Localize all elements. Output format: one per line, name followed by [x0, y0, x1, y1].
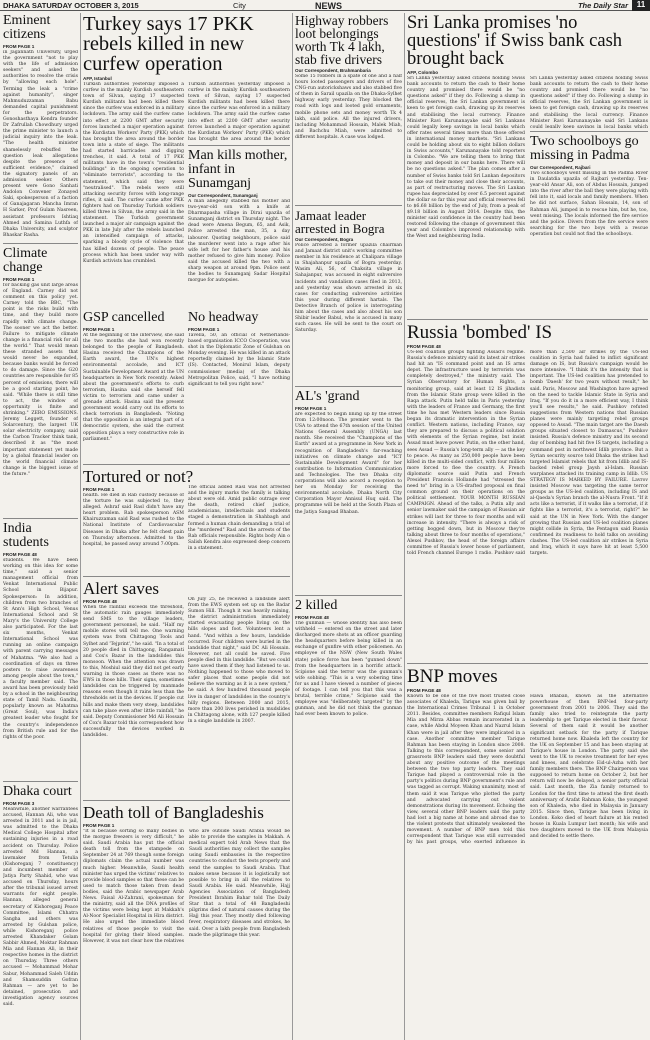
- byline: FROM PAGE 1: [188, 327, 220, 332]
- article-2killed: [295, 599, 402, 993]
- byline: AFP, Istanbul: [83, 76, 112, 81]
- body-text-continued: Sri Lanka yesterday asked citizens holding Swiss bank accounts to return the cash to their home country and promised there would be "no questions asked" if they do. Following a slump in official reserves, the Sri Lankan government is keen to get foreign cash, drawing up its reserves and stabilising the local currency. Finance Minister Ravi Karunanayake said Sri Lankans could legally keep savings in local banks which: [530, 76, 648, 128]
- byline: FROM PAGE 48: [3, 552, 37, 557]
- headline: 2 killed: [295, 598, 338, 613]
- byline: FROM PAGE 1: [3, 44, 35, 49]
- article-russia: [407, 323, 648, 660]
- body-text: health. He died in Rab custody because of the torture he was subjected to, they alleged. Ashraf said Rasl didn't have any heart problem. Rab spokesperson ASM Khairuzzaman said Rasl was rushed to the National Institute of Cardiovascular Diseases in Dhaka after he felt chest pain on Thursday afternoon. Admitted to the hospital, he passed away around 7:00pm.: [83, 493, 184, 547]
- body-text: "It is because sorting so many bodies in the morgue freezers is very difficult," he said. Saudi Arabia has put the official death toll from the stampede on September 24 at 769 though some foreign diplomats claim the actual number was much higher. Meanwhile, Saudi health minister has urged the victims' relatives to provide blood samples so that these can be used to match those taken from dead bodies, said the Arabic newspaper Arab News. Faisal Al-Zahrani, spokesman for the ministry, said all the DNA profiles of the victims were being kept at Makkah's Al-Noor Specialist Hospital in Hira district. He also urged the immediate blood relatives of those people to visit the hospital for giving their blood samples. However, it was not clear how the relatives who are outside Saudi Arabia would be able to provide the samples in Makkah. A medical expert told Arab News that the Saudi authorities may collect the samples using Saudi embassies in the respective countries to conduct the tests properly and send the samples to Saudi Arabia. That makes sense because it is logistically not possible to bring in all the relatives to Saudi Arabia. He said. Meanwhile, Hajj Agencies Association of Bangladesh President Ibrahim Bahar told The Daily Star that a total of 48 Bangladeshi pilgrims died of natural causes during the Hajj this year. They mostly died following fever, respiratory diseases and strokes, he said. Over a lakh people from Bangladesh made the pilgrimage this year.: [83, 829, 290, 944]
- article-turkey: [83, 14, 290, 309]
- byline: Our Correspondent, Rajbari: [530, 165, 591, 170]
- article-climate: [3, 247, 78, 515]
- byline: FROM PAGE 1: [295, 406, 327, 411]
- body-text: When the rainfall exceeds the threshold, the automatic rain gauges immediately send SMS to the village leaders, government personnel, he said. "Half my mobile stores will tell me. One warning system was from Chittagong Tools and Sylhet and 'Tejprint'," he said. "In a total of 20 people died in Chittagong, Rangamati and Cox's Bazar in the landslides this monsoon. When the attention was drawn to this, Moshiul said they did not get early warning in those cases as there was no EWS in those hills. Their signs, sometimes landslides can be triggered by manmade reasons even though it rains less than the thresholds set in the devices. If people cut hills and make them very steep, landslides can take place even after little rainfall," he said. Deputy Commissioner Md Ali Hossain of Cox's Bazar told this correspondent how successfully the devices worked in landslides.: [83, 605, 184, 738]
- article-als: [295, 390, 402, 592]
- article-highway: [295, 14, 402, 202]
- dateline: DHAKA SATURDAY OCTOBER 3, 2015: [3, 1, 139, 10]
- article-eminent: [3, 14, 78, 240]
- page-header: [0, 0, 650, 11]
- headline: Tortured or not?: [83, 467, 194, 486]
- article-dhaka: [3, 785, 78, 1038]
- headline: No headway: [188, 310, 259, 325]
- column-middle-left: [83, 14, 290, 1038]
- byline: Our Correspondent, Sunamganj: [188, 193, 258, 198]
- body-text: in Jagannath University, urged the government "not to play with the life of admission seekers" and asked the authorities to resolve the crisis by "allowing each hole". Terming the leak a "crime against humanity", singer Mahmuduzzaman Babu demanded capital punishment for the perpetrators. Gonoshasthaya Kendra founder Dr Zafrullah Chowdhury urged the prime minister to launch a judicial inquiry into the leak. "The health minister shamelessly rebuffed the question leak allegations despite the presence of sufficient evidence," claimed the signatory panels of an admission seeker. Others present were Gono Sanhati Andolon Convener Zonayed Saki, spokesperson of a faction of Ganajagaran Mancha Imran H Sarker, Prof Gulam Nasreen, assistant professors Ishtiaq Ahmed and Samina Luthfa of Dhaka University, and sculptor Bhaskar Rasha.: [3, 50, 78, 238]
- body-text: Two schoolboys went missing in the Padma River in Daulatdia upazila of Rajbari yesterday. Ten-year-old Ansar Ali, son of Abdus Hossain, jumped into the river after the ball they were playing with fell into it, said locals and family members. When he did not surface, Sahan Hossain, 14, son of Rahman Ali, jumped in to rescue him, but he, too, went missing. The locals informed the fire service and the police. Divers from the fire service were searching for the two boys with a rescue operation but could not find the schoolboys.: [530, 171, 648, 237]
- headline: Russia 'bombed' IS: [407, 322, 553, 343]
- headline: Two schoolboys go missing in Padma: [530, 134, 639, 163]
- article-death: [83, 804, 290, 1001]
- body-text-continued: The official added Rasl was not arrested and the injury marks the family is talking about were old. Amid public outrage over the death, retired chief justice, academicians, intellectuals and students staged a demonstration in Shahbagh and formed a human chain demanding a trial of the "murdered" Rasl and the arrests of the Rab officials responsible. Rights body Ain o Salish Kendra also expressed deep concern in a statement.: [188, 485, 290, 551]
- article-bnp: [407, 667, 648, 1004]
- byline: FROM PAGE 48: [407, 344, 441, 349]
- headline: AL's 'grand: [295, 389, 360, 404]
- column-right: [407, 14, 648, 1038]
- body-text: Turkish authorities yesterday imposed a curfew in the mainly Kurdish southeastern town of Silvan, saying 17 suspected Kurdish militants had been killed there since the curfew was enforced in a military lockdown. The army said the curfew came into effect at 2200 GMT after security forces launched a major operation against the Kurdistan Workers' Party (PKK) which has brought the area around the border town into a state of siege. The militants had started barricades and digging trenches, it said. A total of 17 PKK militants have in the town's "residential buildings" in the ongoing operation to "eliminate terrorists", according to the statement, which said they were "neutralised". The rebels were still attacking security forces with long-range rifles, it said. The curfew came after PKK fighters had on Thursday Turkish soldiers killed three in Silvan, the army said in the statement. The Turkish government launched a major air campaign against the PKK in late July after the rebels launched an intensified campaign of attacks, sparking a bloody cycle of violence that has killed dozens of people. The peace process which has been under way with Kurdish activists has crumbled.: [83, 82, 184, 264]
- column-middle: [295, 14, 402, 1038]
- article-srilanka: [407, 14, 648, 316]
- page-number: 11: [632, 0, 650, 11]
- body-text: At the beginning of the interview, she said the two months she had won recently belonged to the people of Bangladesh. Hasina received the Champions of the Earth award, the UN's highest environmental accolade, and ICT Sustainable Development Award at the UN headquarters in New York recently. Asked about the government's efforts to curb terrorism, Hasina said she herself fell victim to terrorism and came under a grenade attack. Hasina said the present government would carry out its efforts to check terrorism in Bangladesh. "Noting that the opposition is an integral part of a democratic system, she said the current opposition plays a very constructive role in parliament.": [83, 333, 184, 442]
- byline: FROM PAGE 1: [83, 327, 115, 332]
- byline: AFP, Colombo: [407, 70, 439, 75]
- body-text: Tavella, 50, an official of Netherlands-based organisation ICCO Cooperation, was shot in the Diplomatic Zone of Gulshan on Monday evening. He was killed in an attack reportedly claimed by the Islamic State (IS). Contacted, Monirul Islam, deputy commissioner (media) of the Dhaka Metropolitan Police, said, "I have nothing significant to tell you right now.": [188, 333, 290, 387]
- headline: BNP moves: [407, 666, 498, 687]
- body-text-continued: Turkish authorities yesterday imposed a curfew in the mainly Kurdish southeastern town of Silvan, saying 17 suspected Kurdish militants had been killed there since the curfew was enforced in a military lockdown. The army said the curfew came into effect at 2200 GMT after security forces launched a major operation against the Kurdistan Workers' Party (PKK) which has brought the area around the border: [188, 82, 290, 142]
- byline: FROM PAGE 48: [295, 615, 329, 620]
- section-label: City: [233, 1, 246, 10]
- body-text: A man allegedly stabbed his mother and two-year-old son with a knife at Dharmapasha village in Dirai upazila of Sunamganj district on Thursday night. The dead were Amena Begum, 65, and Asik, Police arrested the man, 35, a day labourer. Quoting neighbours, police said the murderer went into a rage after his wife left for her father's house and his mother refused to give him money. Police said the accused killed the two with a sharp weapon at around 9pm. Police sent the bodies to Sunamganj Sadar Hospital morgue for autopsies.: [188, 199, 290, 284]
- headline: GSP cancelled: [83, 310, 165, 325]
- byline: FROM PAGE 1: [3, 277, 35, 282]
- article-torture: [83, 468, 290, 573]
- article-man: [188, 149, 290, 309]
- headline: Sri Lanka promises 'no questions' if Swiss bank cash brought back: [407, 14, 623, 69]
- byline: Our Correspondent, Brahmanbaria: [295, 68, 371, 73]
- headline: Turkey says 17 PKK rebels killed in new curfew operation: [83, 14, 254, 75]
- byline: FROM PAGE 48: [407, 688, 441, 693]
- headline: Highway robbers loot belongings worth Tk 4 lakh, stab five drivers: [295, 14, 389, 67]
- article-noheadway: [188, 311, 290, 461]
- article-alert: [83, 580, 290, 797]
- article-schoolboys: [530, 135, 648, 301]
- headline: Dhaka court: [3, 784, 72, 799]
- headline: Man kills mother, infant in Sunamganj: [188, 148, 288, 191]
- body-text: The gunman — whose identity has also been withheld — entered on the street and later discharged more shots at an officer guarding the headquarters before being killed in an exchange of gunfire with other policemen. An employee of the NSW (New South Wales state) police force has been "gunned down" from the headquarters in a horrific attack. Scipione said the terror was the gunman's wife sobbing. "This is a very sobering time for us and I have viewed a number of pieces of footage. I can tell you that this was a brutal, terrible crime," Scipione said the employee was "deliberately targeted" by the gunman, and he did not think the gunman had ever been known to police.: [295, 621, 402, 718]
- body-text: Sri Lanka yesterday asked citizens holding Swiss bank accounts to return the cash to their home country and promised there would be "no questions asked" if they do. Following a slump in official reserves, the Sri Lankan government is keen to get foreign cash, drawing up its reserves and stabilising the local currency. Finance Minister Ravi Karunanayake said Sri Lankans could legally keep savings in local banks which offer rates several times more than those offered in international money markets. "Sri Lankans could be holding about six to eight billion dollars in Swiss accounts," Karunanayake told reporters in Colombo. "We are telling them to bring that money and deposit in our banks here. There will be no questions asked." The plan comes after a number of Swiss banks told Sri Lankan depositors to take out their money and close their accounts, as part of restructuring moves. The Sri Lankan rupee has depreciated by over 6.5 percent against the dollar so far this year and official reserves fell to $6.68 billion by the end of July, from a peak of $9.18 billion in August 2014. Despite this, the minister said confidence in the country had been restored following the change of government this year and Colombo's improved relationship with the West and neighbouring India.: [407, 76, 525, 240]
- section-label-news: NEWS: [315, 1, 342, 11]
- masthead: The Daily Star: [577, 1, 628, 10]
- article-gsp: [83, 311, 184, 461]
- headline: India students: [3, 521, 49, 550]
- article-india: [3, 522, 78, 778]
- headline: Death toll of Bangladeshis: [83, 803, 264, 822]
- body-text: students. We have been working on this idea for some time," said a senior management official from Venkat International Public School in Bijapur. Spokesperson: In addition, children from two branches of St Ann's High School, Venus International School and St Mary's the University College also participated. For the last six months, Venkat International School was running an online campaign with parent carrying messages of Mahatma. "We also had a coordination of days on three posters to raise awareness among people about the town," a faculty member said. The award has been previously held by a school in the neighbouring state of Tamil Nadu. Gandhi, popularly known as Mahatma (Great Soul), was India's greatest leader who fought for the country's independence from British rule and for the rights of the poor.: [3, 558, 78, 740]
- body-text-continued: On July 25, he received a landslide alert from the EWS system set up on the Badar Sumon Hill. Though it was heavily raining, the district administration immediately started evacuating people living on the hills slopes and foot. Volunteers lent a hand. "And within a few hours, landslide occurred. Four children were buried in the landslide that night," said DC Ali Hossain. However, not all could be saved. Five people died in this landslide. "But we could have saved them if they had listened to us. Nothing happened to those who moved to safer places that some people did not believe the warning as it is a new system," he said. A few hundred thousand people live in danger of landslides in the country's hilly regions. Between 2000 and 2015, more than 200 lives perished in mudslides in Chittagong alone, with 127 people killed in a single landslide in 2007.: [188, 597, 290, 724]
- body-text: are expected to begin lining up by the street from 12:00noon. The premier went to the USA to attend the 67th session of the United Nations General Assembly (UNGA) last month. She received the "Champions of the Earth" award at a programme in New York in recognition of Bangladesh's far-reaching initiatives on climate change and "ICT Sustainable Development Award" for her contribution to Information Communication and Technologies. The two Dhaka city corporations will also accord a reception to her on Monday for receiving the environmental accolade, Dhaka North City Corporation Mayor Annisul Huq said. The programme will be held at the South Plaza of the Jatiya Sangsad Bhaban.: [295, 412, 402, 515]
- body-text: Meanwhile, another warrantees accused, Hannan Ali, who was arrested in 2011 and is in jail, was admitted to the Dhaka Medical College Hospital after sustaining injuries in a road accident on Thursday. Police arrested Md Hannan, a lawmaker from Tetulia (Kishoreganj 7 constituency) and incumbent member of Jatiya Party Shahid, who was accused on Thursday, hours after the tribunal issued arrest warrants for eight people. Hannan, alleged general secretary of Kishoreganj Peace Committee, Islami Chhatra Sangha and others was arrested by Gulshan police, while Kishoreganj police arrested Khandaker Golam Sabbir Ahmed, Moktar Rahman Mia and Hannan Ali, in their respective homes in the district on Thursday. Three others accused — Mohammad Mohar Sabur, Mohammad Saleh Uddin and Shamsuddin Gofran Rahman — are yet to be detained, prosecution and investigation agency sources said.: [3, 807, 78, 1007]
- body-text: Some 15 robbers in a spate of one and a half hours looted passengers and drivers of five CNG-run autorickshaws and also stabbed five of them in Sarail upazila on the Dhaka-Sylhet highway early yesterday. They blocked the road with logs and looted gold ornaments, mobile phone sets and money worth Tk 4 lakh, said police. All the injured drivers, including Mohammad Hossain, Malek Miah, and Bachchu Miah, were admitted to different hospitals. A case was lodged.: [295, 74, 402, 140]
- headline: Jamaat leader arrested in Bogra: [295, 208, 385, 236]
- byline: FROM PAGE 3: [3, 801, 35, 806]
- body-text: Police arrested a former upazila chairman and Jamaat district unit's working committee member in his residence at Chalipara village in Shajahanpur upazila of Bogra yesterday. Wasim Ali, 56, of Chaksita village in Sahajanpur, was accused in eight subversive incidents and vandalism cases filed in 2013, and yesterday was shown arrested in six cases for conducting subversive activities this year during different hartals. The Detective Branch of police is interrogating him about the cases and also about his son Shibir leader Babul, who is accused in many such cases. He will be sent to the court on Saturday.: [295, 243, 402, 334]
- headline: Climate change: [3, 246, 48, 275]
- byline: Our Correspondent, Bogra: [295, 237, 354, 242]
- headline: Eminent citizens: [3, 14, 51, 42]
- article-jamaat: [295, 209, 402, 383]
- body-text: Known to be one of the five most trusted close associates of Khaleda, Tarique was given bail by the International Crimes Tribunal 1 in October 2011. Besides, committee members Rafiqul Islam Mia and Mirza Abbas remain incarcerated in a case, while Abdul Moyeen Khan and Nazrul Islam Khan were in jail after they were implicated in a case. Another committee member Tarique Rahman has been staying in London since 2008. Talking to this correspondent, some senior and grassroots BNP leaders said they were doubtful about any positive outcome of the meetings between the two top party leaders. They said Tarique had played a controversial role in the party's politics during BNP government's rule and was tagged as corrupt. Waking unanimity, most of them said it was Tarique who plotted the party and advocated carrying out violent demonstrations during its movement. Echoing the view, several other BNP leaders said the party had lost a big name at home and abroad due to the violent protests that ultimately weakened the movement. A number of BNP men told this correspondent that Tarique was still surrounded by his past groups, who exerted influence in Hawa Bhaban, known as the alternative powerhouse of then BNP-led four-party government from 2001 to 2006. They said the family also tried to reintegrate the party leadership to get Tarique elected in their favour. Several of them said it would be another significant setback for the party if Tarique returned home now. Khaleda left the country for the UK on September 15 and has been staying at Tarique's house in London. The party said she went to the UK to receive treatment for her eyes and knees, and celebrate Eid-ul-Azha with her family members there. The BNP Chairperson was supposed to return home on October 2, but her return will now be delayed, a senior party official said. Last month, the Zia family returned to London for the first time to attend the first death anniversary of Arafat Rahman Koko, the youngest son of Khaleda, who died in Malaysia in January 2015. Since then, Tarique has been living in London. Koko died of heart failure at his rented house in Kuala Lumpur last month; his wife and two daughters moved to the UK from Malaysia and decided to settle there.: [407, 694, 648, 846]
- byline: FROM PAGE 1: [83, 487, 115, 492]
- column-left: [3, 14, 78, 1038]
- body-text: for backing gas unit large areas of England. Carney did not comment on this policy yet. Carney told the BBC, "The point is the risks build with time, and they build more rapidly with climate change. The sooner we act the better. Failure to mitigate climate change is a financial risk for all the world." That would mean these stranded assets that would never be expanded, because banks would be forced to do damage. Since the G20 countries are responsible for 85 percent of emissions, there will be a good starting point, he said. "While there is still time to act, the window of opportunity is finite and shrinking." ZERO EMISSIONS. Jeremy Leggett, founder of Solarcentury, the largest UK solar electricity company, said the Carbon Tracker think tank, described it as "the most important statement yet made by a global financial leader on the world financial climate change is the biggest issue of the future.": [3, 283, 78, 477]
- byline: FROM PAGE 1: [83, 823, 115, 828]
- body-text: US-led coalition groups fighting Assad's regime. Russia's defence ministry said its latest air strikes had hit an "IS command point and an IS arms depot. The infrastructure used by terrorists was completely destroyed," the ministry said. The Syrian Observatory for Human Rights, a monitoring group, said at least 12 IS jihadists from the Islamic State group were killed in the Raqa attack. Putin held talks in Paris yesterday with the leaders of France and Germany, the first time he has met Western leaders since Russia began its dramatic intervention in the Syrian conflict. Western nations, including France, say they are prepared to discuss a political solution with elements of the Syrian regime, but insist Assad must leave power. Putin, on the other hand, sees Assad — Russia's long-term ally — as the key to peace. As many as 250,000 people have been killed in the multi-sided conflict, with four million more forced to flee the country. A French diplomatic source said Putin and French President Francois Hollande had "stressed the need to" bring in a US-drafted proposal on final common ground on their operations on the political settlement. YOUR MONTH RUSSIAN CAMPAIGN. Ahead of the talks, a Putin ally and senior lawmaker said the campaign of Russian air strikes will last for three to four months and will increase in intensity. "There is always a risk of getting bogged down, but in Moscow they're talking about three to four months of operations," Alexei Pushkov, the head of the foreign affairs committee of Russia's lower house of parliament, told French channel Europe 1 radio. Pushkov said more than 2,500 air strikes by the US-led coalition in Syria had failed to inflict significant damage on IS, but Russia's campaign would be more intensive. "I think it's the intensity that is important. The US-led coalition has pretended to bomb 'Daesh' for two years without result," he said. Paris, Moscow and Washington have agreed on the need to tackle Islamic State in Syria and Iraq. "If you do it in a more efficient way, I think you'll see results," he said. Pushkov refuted suggestions from Western nations that Russian planes were mainly targeting rebel groups opposed to Assad. "The main target are the Daesh groups situated closest to Damascus," Pushkov insisted. Russia's defence ministry and its second day of bombing had hit five IS targets, including a command post in northwest Idlib province. But a Syrian security source told Dhaka the strikes had targeted Islamist rebels that hit from Idlib and IS-backed rebel group Jaysh al-Islam. Russian warplanes attacked its training camp in Idlib. US STRATEGY IS MARKED BY FAILURE. Lavrov insisted Moscow was targeting the same terror groups as the US-led coalition, including IS and al-Qaeda's Syrian branch the al-Nusra Front. "If it acts like a terrorist, if it walks like a terrorist, if it fights like a terrorist, it's a terrorist, right?" he said at the UN in New York. With the danger growing that Russian and US-led coalition planes might collide in Syria, the Pentagon said Russia confirmed its readiness to hold talks on avoiding clashes. The US-led coalition air strikes in Syria and Iraq, which it says have hit at least 5,500 targets.: [407, 350, 648, 557]
- byline: FROM PAGE 48: [83, 599, 117, 604]
- headline: Alert saves: [83, 579, 160, 598]
